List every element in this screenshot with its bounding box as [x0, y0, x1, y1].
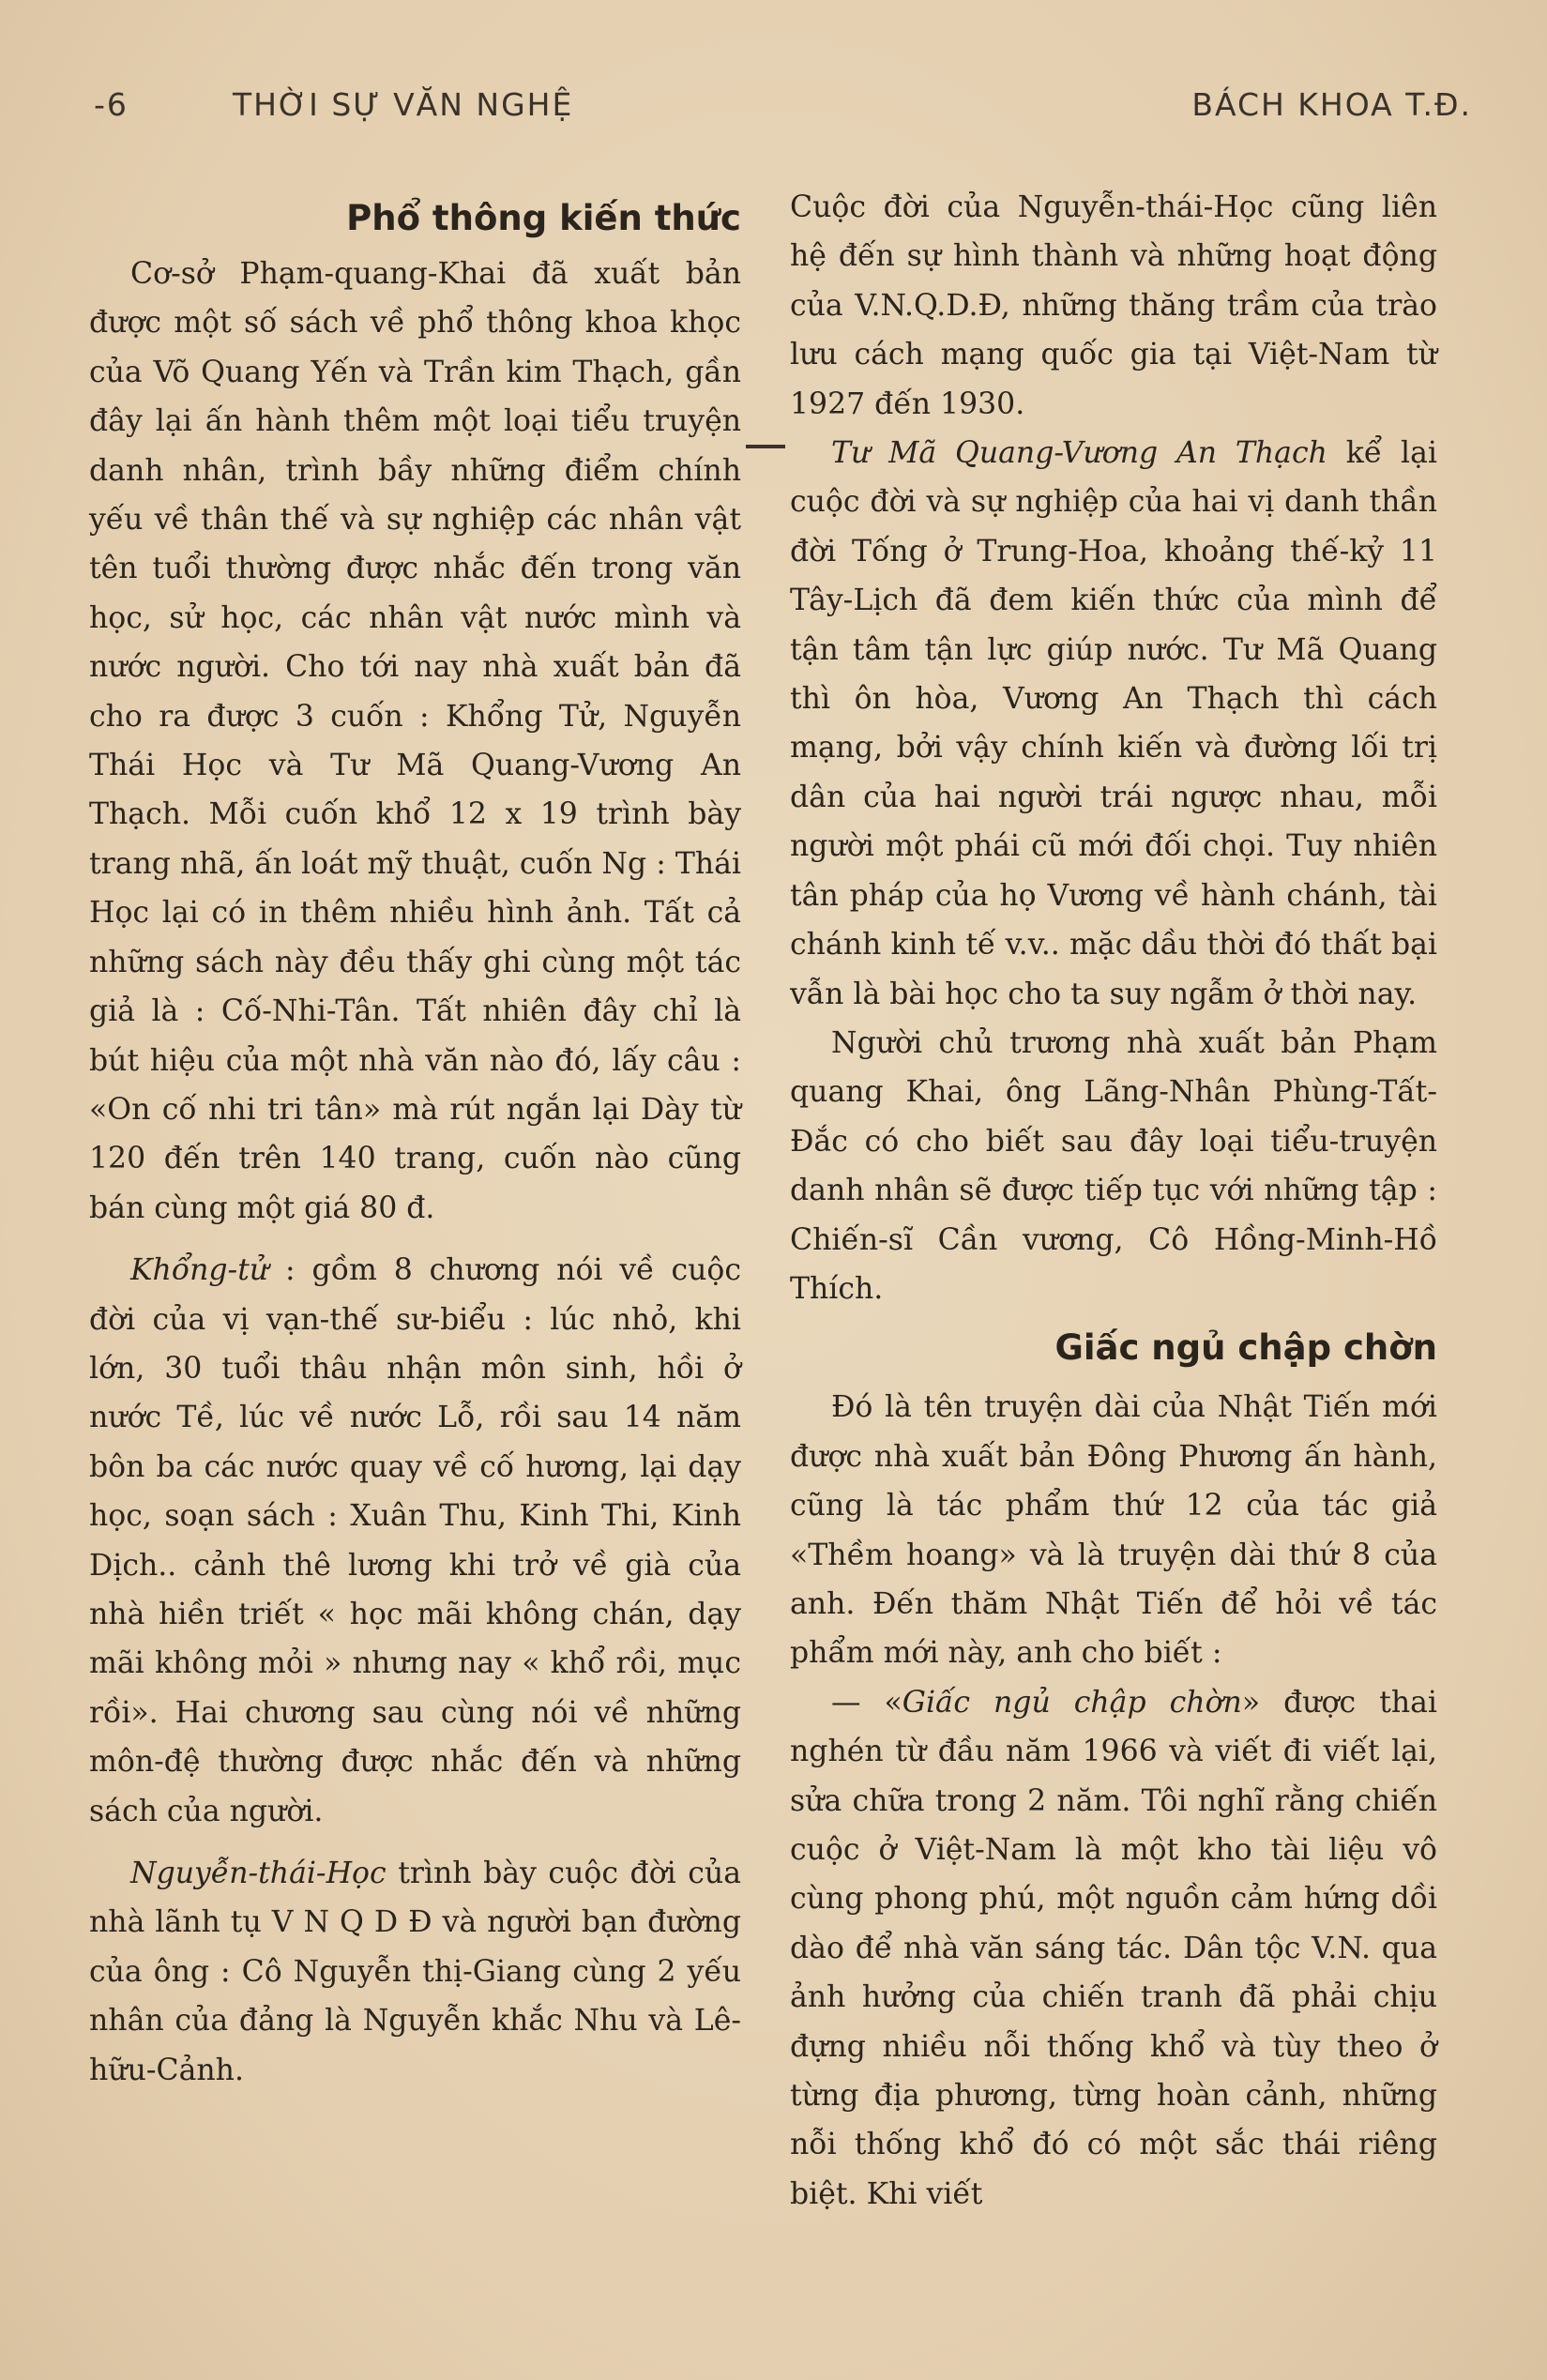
paragraph-text: Đó là tên truyện dài của Nhật Tiến mới được nhà xuất bản Đông Phương ấn hành, cũng là tác phẩm thứ 12 của tác giả «Thềm hoang» và là truyện dài thứ 8 của anh. Đến thăm Nhật Tiến để hỏi về tác phẩm mới này, anh cho biết :	[790, 1390, 1437, 1671]
heading-giac-ngu-chap-chon: Giấc ngủ chập chờn	[1054, 1327, 1437, 1369]
paragraph-quote	[790, 1678, 1437, 2219]
paragraph-text: Người chủ trương nhà xuất bản Phạm quang Khai, ông Lãng-Nhân Phùng-Tất-Đắc có cho biết sau đây loại tiểu-truyện danh nhân sẽ được tiếp tục với những tập : Chiến-sĩ Cần vương, Cô Hồng-Minh-Hồ Thích.	[790, 1025, 1437, 1306]
paragraph-text: Cơ-sở Phạm-quang-Khai đã xuất bản được một số sách về phổ thông khoa khọc của Võ Quang Yến và Trần kim Thạch, gần đây lại ấn hành thêm một loại tiểu truyện danh nhân, trình bầy những điểm chính yếu về thân thế và sự nghiệp các nhân vật tên tuổi thường được nhắc đến trong văn học, sử học, các nhân vật nước mình và nước người. Cho tới nay nhà xuất bản đã cho ra được 3 cuốn : Khổng Tử, Nguyễn Thái Học và Tư Mã Quang-Vương An Thạch. Mỗi cuốn khổ 12 x 19 trình bày trang nhã, ấn loát mỹ thuật, cuốn Ng : Thái Học lại có in thêm nhiều hình ảnh. Tất cả những sách này đều thấy ghi cùng một tác giả là : Cố-Nhi-Tân. Tất nhiên đây chỉ là bút hiệu của một nhà văn nào đó, lấy câu : «On cố nhi tri tân» mà rút ngắn lại Dày từ 120 đến trên 140 trang, cuốn nào cũng bán cùng một giá 80 đ.	[89, 257, 741, 1225]
paragraph-text: kể lại cuộc đời và sự nghiệp của hai vị danh thần đời Tống ở Trung-Hoa, khoảng thế-kỷ 11 Tây-Lịch đã đem kiến thức của mình để tận tâm tận lực giúp nước. Tư Mã Quang thì ôn hòa, Vương An Thạch thì cách mạng, bởi vậy chính kiến và đường lối trị dân của hai người trái ngược nhau, mỗi người một phái cũ mới đối chọi. Tuy nhiên tân pháp của họ Vương về hành chánh, tài chánh kinh tế v.v.. mặc dầu thời đó thất bại vẫn là bài học cho ta suy ngẫm ở thời nay.	[790, 436, 1437, 1011]
paragraph	[790, 183, 1437, 429]
paragraph-text: » được thai nghén từ đầu năm 1966 và viết đi viết lại, sửa chữa trong 2 năm. Tôi nghĩ rằng chiến cuộc ở Việt-Nam là một kho tài liệu vô cùng phong phú, một nguồn cảm hứng dồi dào để nhà văn sáng tác. Dân tộc V.N. qua ảnh hưởng của chiến tranh đã phải chịu đựng nhiều nỗi thống khổ và tùy theo ở từng địa phương, từng hoàn cảnh, những nỗi thống khổ đó có một sắc thái riêng biệt. Khi viết	[790, 1685, 1437, 2211]
paragraph-khong-tu	[89, 1246, 741, 1836]
quote-open: — «	[831, 1685, 902, 1720]
left-column	[89, 188, 741, 2095]
paragraph-nguyen-thai-hoc	[89, 1849, 741, 2095]
section-title: THỜI SỰ VĂN NGHỆ	[233, 86, 574, 123]
book-title: Tư Mã Quang-Vương An Thạch	[831, 436, 1327, 471]
page-header	[94, 86, 1472, 133]
paragraph-text: Cuộc đời của Nguyễn-thái-Học cũng liên hệ đến sự hình thành và những hoạt động của V.N.Q.D.Đ, những thăng trầm của trào lưu cách mạng quốc gia tại Việt-Nam từ 1927 đến 1930.	[790, 190, 1437, 421]
book-title: Khổng-tử	[130, 1253, 269, 1288]
book-title: Nguyễn-thái-Học	[130, 1857, 387, 1890]
paragraph-text: trình bày cuộc đời của nhà lãnh tụ V N Q D Đ và người bạn đường của ông : Cô Nguyễn thị-Giang cùng 2 yếu nhân của đảng là Nguyễn khắc Nhu và Lê-hữu-Cảnh.	[89, 1857, 741, 2087]
right-column	[790, 183, 1437, 2219]
magazine-title: BÁCH KHOA T.Đ.	[1191, 86, 1472, 123]
paragraph	[790, 1383, 1437, 1677]
page-number: -6	[94, 86, 129, 123]
paragraph	[790, 1019, 1437, 1313]
paragraph	[89, 250, 741, 1233]
book-title: Giấc ngủ chập chờn	[902, 1685, 1242, 1720]
heading-pho-thong-kien-thuc: Phổ thông kiến thức	[346, 198, 741, 238]
paragraph-text: : gồm 8 chương nói về cuộc đời của vị vạn-thế sư-biểu : lúc nhỏ, khi lớn, 30 tuổi thâu nhận môn sinh, hồi ở nước Tề, lúc về nước Lỗ, rồi sau 14 năm bôn ba các nước quay về cố hương, lại dạy học, soạn sách : Xuân Thu, Kinh Thi, Kinh Dịch.. cảnh thê lương khi trở về già của nhà hiền triết « học mãi không chán, dạy mãi không mỏi » nhưng nay « khổ rồi, mục rồi». Hai chương sau cùng nói về những môn-đệ thường được nhắc đến và những sách của người.	[89, 1253, 741, 1828]
paragraph-tu-ma-quang	[790, 429, 1437, 1019]
dash-mark	[746, 445, 785, 448]
